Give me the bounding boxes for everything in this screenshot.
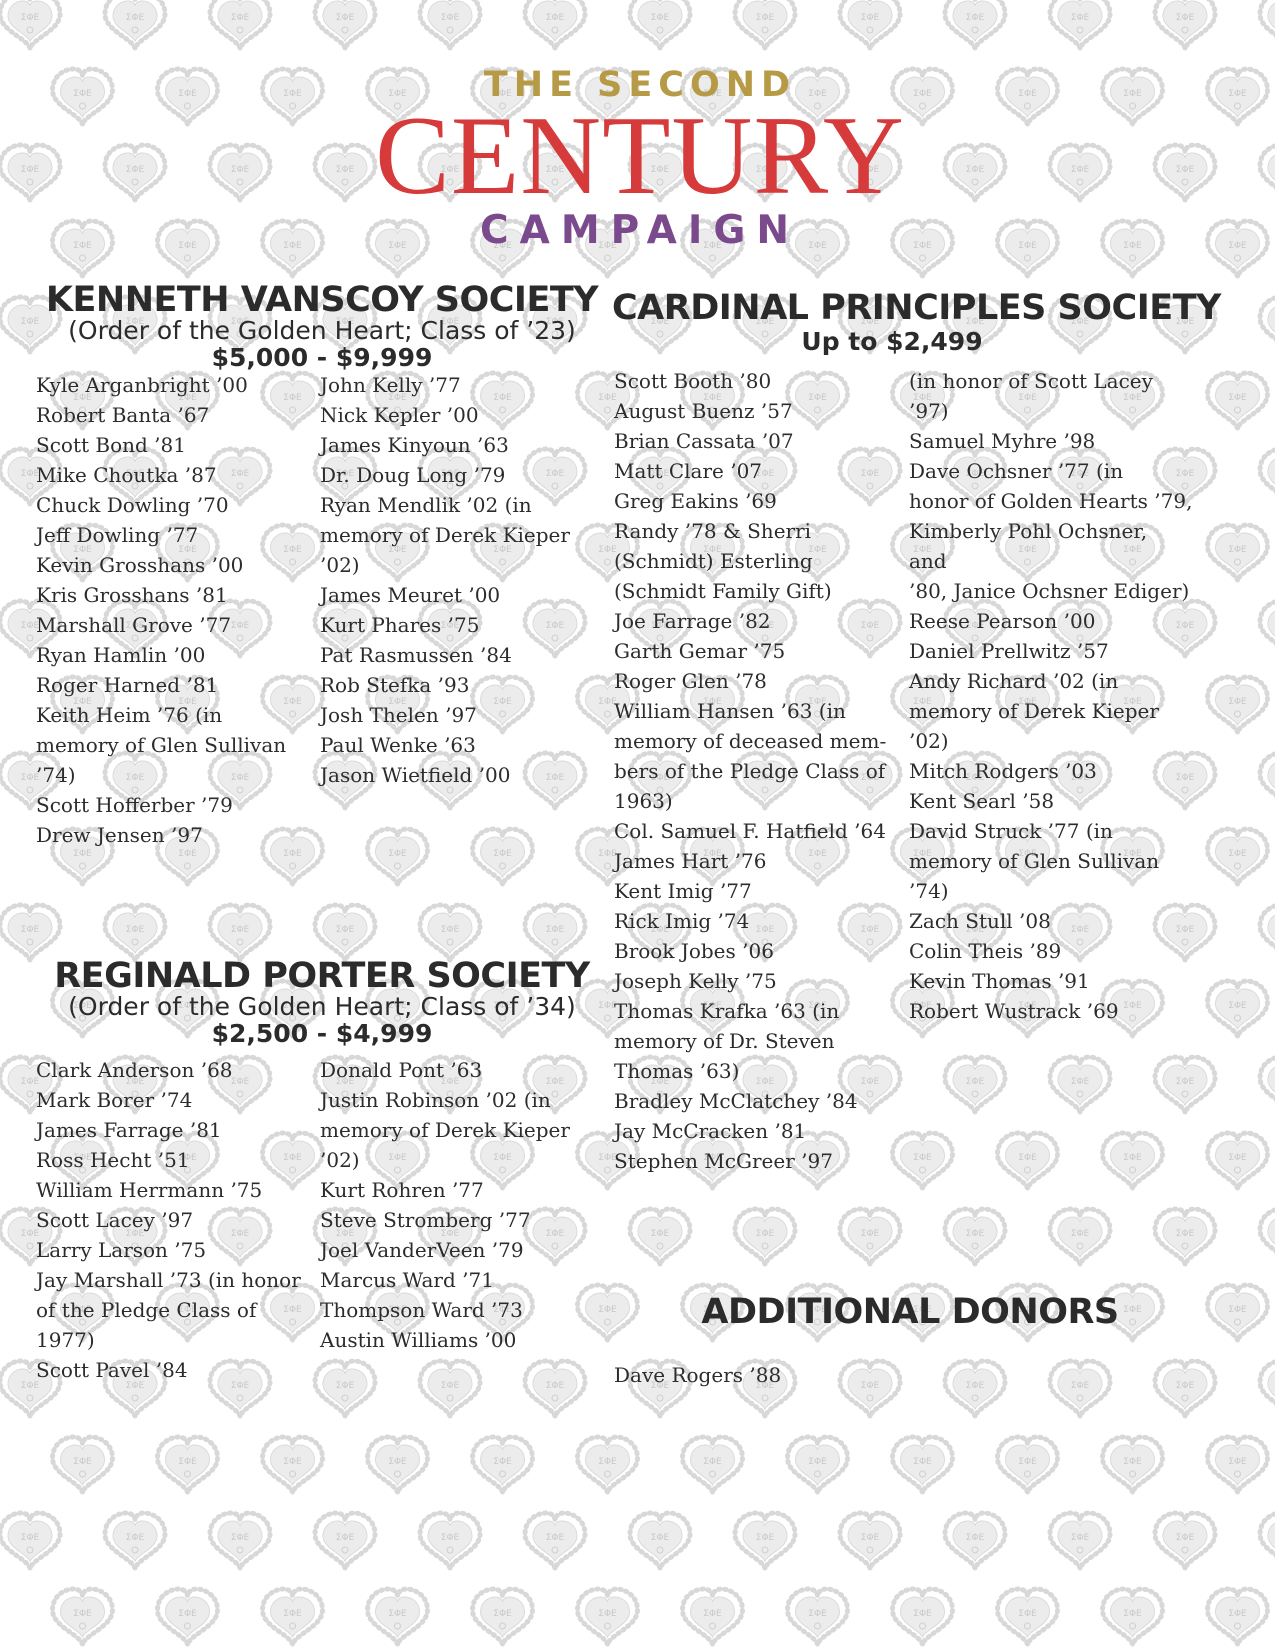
donor-list-line: Greg Eakins ’69	[614, 489, 777, 513]
cardinal-donor-list-2	[909, 366, 1209, 1026]
donor-list-line: Justin Robinson ’02 (in	[320, 1088, 551, 1112]
donor-list-line: Roger Glen ’78	[614, 669, 767, 693]
donor-list-line: Kent Imig ’77	[614, 879, 752, 903]
donor-list-line: Clark Anderson ’68	[36, 1058, 233, 1082]
donor-list-line: Marcus Ward ’71	[320, 1268, 494, 1292]
donor-list-line: Rob Stefka ’93	[320, 673, 470, 697]
donor-list-line: Paul Wenke ’63	[320, 733, 476, 757]
donor-list-line: Kurt Rohren ’77	[320, 1178, 484, 1202]
donor-list-line: Randy ’78 & Sherri	[614, 519, 812, 543]
donor-list-line: William Hansen ’63 (in	[614, 699, 846, 723]
donor-list-line: bers of the Pledge Class of	[614, 759, 886, 783]
donor-list-line: Joe Farrage ’82	[614, 609, 771, 633]
donor-list-line: Kyle Arganbright ’00	[36, 373, 248, 397]
donor-list-line: ’02)	[320, 553, 360, 577]
donor-list-line: ’02)	[909, 729, 949, 753]
donor-list-line: Garth Gemar ’75	[614, 639, 786, 663]
gift-range: $5,000 - $9,999	[211, 343, 433, 372]
donor-list-line: Bradley McClatchey ’84	[614, 1089, 858, 1113]
donor-list-line: Thomas ’63)	[614, 1059, 740, 1083]
donor-list-line: Reese Pearson ’00	[909, 609, 1096, 633]
donor-list-line: Brook Jobes ’06	[614, 939, 774, 963]
donor-list-line: William Herrmann ’75	[36, 1178, 263, 1202]
donor-list-line: Mike Choutka ’87	[36, 463, 217, 487]
donor-list-line: Joseph Kelly ’75	[614, 969, 777, 993]
donor-list-line: ’74)	[36, 763, 76, 787]
masthead-line-1: THE SECOND	[483, 65, 797, 105]
donor-list-line: Mark Borer ’74	[36, 1088, 193, 1112]
donor-list-line: memory of Dr. Steven	[614, 1029, 835, 1053]
section-title: CARDINAL PRINCIPLES SOCIETY	[612, 288, 1221, 328]
donor-list-line: Jeff Dowling ’77	[36, 523, 199, 547]
kenneth-donor-list-2	[320, 370, 605, 790]
donor-list-line: Andy Richard ’02 (in	[909, 669, 1119, 693]
donor-list-line: memory of Glen Sullivan	[909, 849, 1160, 873]
donor-list-line: Keith Heim ’76 (in	[36, 703, 223, 727]
donor-list-line: Donald Pont ’63	[320, 1058, 483, 1082]
donor-list-line: Pat Rasmussen ’84	[320, 643, 512, 667]
cardinal-donor-list-1	[614, 366, 908, 1176]
donor-list-line: Chuck Dowling ’70	[36, 493, 229, 517]
campaign-masthead	[300, 64, 980, 254]
donor-list-line: Kevin Thomas ’91	[909, 969, 1090, 993]
donor-list-line: Kent Searl ’58	[909, 789, 1055, 813]
kenneth-donor-list-1	[36, 370, 321, 850]
donor-list-line: Stephen McGreer ’97	[614, 1149, 833, 1173]
donor-list-line: Kevin Grosshans ’00	[36, 553, 244, 577]
donor-list-line: memory of Derek Kieper	[909, 699, 1159, 723]
donor-list-line: Robert Wustrack ’69	[909, 999, 1119, 1023]
donor-list-line: Dr. Doug Long ’79	[320, 463, 506, 487]
donor-list-line: Colin Theis ’89	[909, 939, 1062, 963]
donor-list-line: Scott Booth ’80	[614, 369, 772, 393]
donor-list-line: memory of Derek Kieper	[320, 523, 570, 547]
donor-list-line: Dave Rogers ’88	[614, 1363, 782, 1387]
donor-list-line: Daniel Prellwitz ’57	[909, 639, 1109, 663]
donor-list-line: Samuel Myhre ’98	[909, 429, 1096, 453]
donor-list-line: ’80, Janice Ochsner Ediger)	[909, 579, 1190, 603]
donor-list-line: John Kelly ’77	[320, 373, 461, 397]
donor-list-line: Josh Thelen ’97	[320, 703, 477, 727]
donor-list-line: Dave Ochsner ’77 (in	[909, 459, 1124, 483]
additional-donors-header	[690, 1294, 1130, 1330]
donor-list-line: Thompson Ward ’73	[320, 1298, 523, 1322]
donor-list-line: Kimberly Pohl Ochsner,	[909, 519, 1148, 543]
section-title: ADDITIONAL DONORS	[701, 1292, 1119, 1332]
additional-donor-list	[614, 1360, 914, 1390]
donor-list-line: Matt Clare ’07	[614, 459, 763, 483]
masthead-line-3: CAMPAIGN	[480, 208, 800, 253]
donor-list-line: Kris Grosshans ’81	[36, 583, 228, 607]
donor-list-line: Rick Imig ’74	[614, 909, 750, 933]
donor-list-line: Scott Lacey ’97	[36, 1208, 194, 1232]
donor-list-line: Larry Larson ’75	[36, 1238, 207, 1262]
donor-list-line: memory of Derek Kieper	[320, 1118, 570, 1142]
donor-list-line: Marshall Grove ’77	[36, 613, 232, 637]
donor-list-line: of the Pledge Class of 1977)	[36, 1298, 257, 1352]
donor-list-line: honor of Golden Hearts ’79,	[909, 489, 1193, 513]
donor-list-line: Jay Marshall ’73 (in honor	[36, 1268, 301, 1292]
donor-list-line: ’97)	[909, 399, 949, 423]
donor-list-line: Ryan Mendlik ’02 (in	[320, 493, 532, 517]
donor-list-line: Roger Harned ’81	[36, 673, 219, 697]
donor-list-line: 1963)	[614, 789, 673, 813]
donor-list-line: Brian Cassata ’07	[614, 429, 794, 453]
masthead-line-2: CENTURY	[375, 94, 905, 218]
donor-list-line: James Kinyoun ’63	[320, 433, 509, 457]
gift-range: Up to $2,499	[801, 327, 983, 356]
donor-list-line: Jason Wietfield ’00	[320, 763, 511, 787]
donor-list-line: Robert Banta ’67	[36, 403, 210, 427]
section-subtitle: (Order of the Golden Heart; Class of ’34)	[68, 992, 576, 1021]
donor-list-line: ’02)	[320, 1148, 360, 1172]
donor-list-line: (Schmidt) Esterling	[614, 549, 813, 573]
donor-list-line: (Schmidt Family Gift)	[614, 579, 832, 603]
donor-list-line: (in honor of Scott Lacey	[909, 369, 1153, 393]
donor-list-line: Zach Stull ’08	[909, 909, 1051, 933]
gift-range: $2,500 - $4,999	[211, 1019, 433, 1048]
donor-list-line: Jay McCracken ’81	[614, 1119, 807, 1143]
donor-list-line: Drew Jensen ’97	[36, 823, 203, 847]
donor-list-line: ’74)	[909, 879, 949, 903]
donor-list-line: Scott Hofferber ’79	[36, 793, 233, 817]
donor-list-line: James Hart ’76	[614, 849, 767, 873]
donor-list-line: Ryan Hamlin ’00	[36, 643, 206, 667]
donor-list-line: Thomas Krafka ’63 (in	[614, 999, 840, 1023]
donor-list-line: Mitch Rodgers ’03	[909, 759, 1097, 783]
donor-list-line: James Meuret ’00	[320, 583, 501, 607]
reginald-donor-list-1	[36, 1055, 321, 1385]
section-title: KENNETH VANSCOY SOCIETY	[45, 280, 599, 320]
donor-list-line: Nick Kepler ’00	[320, 403, 479, 427]
donor-list-line: memory of deceased mem-	[614, 729, 887, 753]
donor-list-line: August Buenz ’57	[614, 399, 793, 423]
section-subtitle: (Order of the Golden Heart; Class of ’23)	[68, 316, 576, 345]
donor-list-line: Steve Stromberg ’77	[320, 1208, 531, 1232]
donor-list-line: and	[909, 549, 947, 573]
reginald-donor-list-2	[320, 1055, 605, 1355]
kenneth-vanscoy-society-header	[36, 282, 608, 372]
section-title: REGINALD PORTER SOCIETY	[54, 956, 590, 996]
reginald-porter-society-header	[36, 958, 608, 1048]
donor-list-line: Scott Pavel ’84	[36, 1358, 188, 1382]
donor-list-line: Austin Williams ’00	[320, 1328, 517, 1352]
donor-list-line: Col. Samuel F. Hatfield ’64	[614, 819, 886, 843]
donor-list-line: Joel VanderVeen ’79	[320, 1238, 524, 1262]
donor-list-line: David Struck ’77 (in	[909, 819, 1113, 843]
donor-list-line: James Farrage ’81	[36, 1118, 222, 1142]
donor-list-line: Kurt Phares ’75	[320, 613, 480, 637]
donor-list-line: Ross Hecht ’51	[36, 1148, 190, 1172]
donor-list-line: Scott Bond ’81	[36, 433, 186, 457]
cardinal-principles-society-header	[612, 288, 1221, 356]
donor-list-line: memory of Glen Sullivan	[36, 733, 287, 757]
